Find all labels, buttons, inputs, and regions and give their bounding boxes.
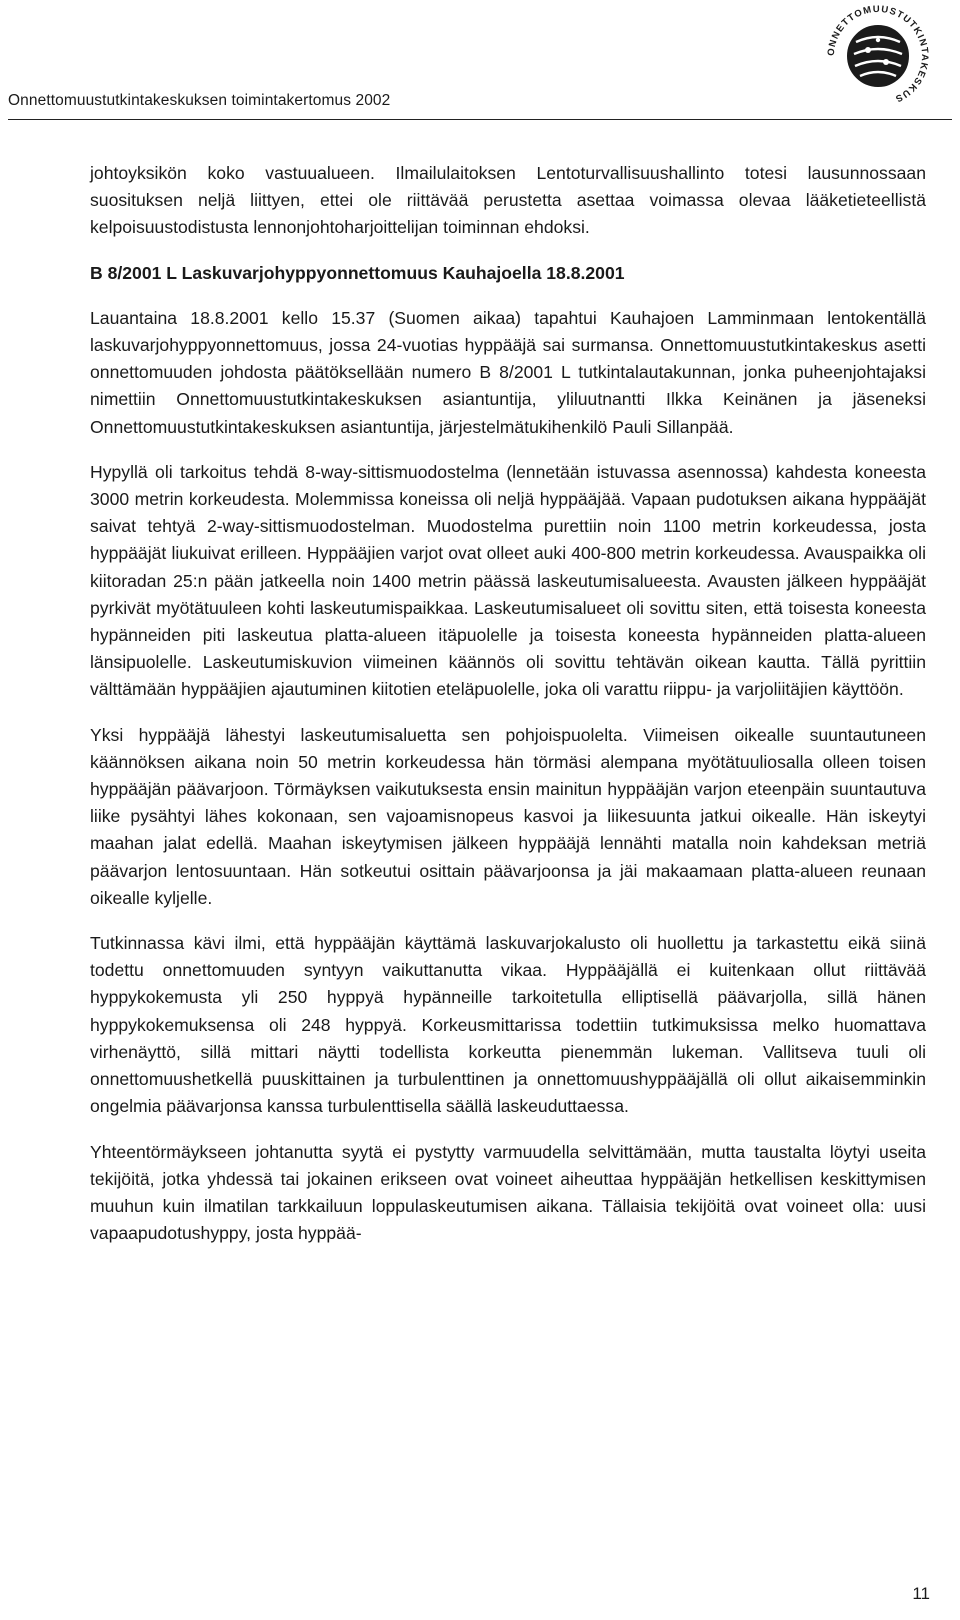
logo-ring-text: ONNETTOMUUSTUTKINTAKESKUS — [826, 4, 930, 105]
main-content — [90, 160, 926, 1247]
logo-emblem — [826, 4, 930, 108]
section-heading: B 8/2001 L Laskuvarjohyppyonnettomuus Kauhajoella 18.8.2001 — [90, 262, 625, 283]
body-paragraph: Tutkinnassa kävi ilmi, että hyppääjän käyttämä laskuvarjokalusto oli huollettu ja tarkastettu eikä siinä todettu onnettomuuden syntyyn vaikuttanutta vikaa. Hyppääjällä ei kuitenkaan ollut riittävää hyppykokemusta yli 250 hyppyä hypänneille tarkoitetulla elliptisellä päävarjolla, sillä hänen hyppykokemuksensa oli 248 hyppyä. Korkeusmittarissa todettiin tutkimuksissa melko huomattava virhenäyttö, sillä mittari näytti todellista korkeutta pienemmän lukeman. Vallitseva tuuli oli onnettomuushetkellä puuskittainen ja turbulenttinen ja onnettomuushyppääjällä oli ollut aikaisemminkin ongelmia päävarjonsa kanssa turbulenttisella säällä laskeuduttaessa. — [90, 933, 926, 1117]
page-number: 11 — [912, 1584, 930, 1603]
header-title: Onnettomuustutkintakeskuksen toimintakertomus 2002 — [8, 92, 391, 109]
header-divider — [8, 119, 952, 120]
body-paragraph: Yksi hyppääjä lähestyi laskeutumisaluetta sen pohjoispuolelta. Viimeisen oikealle suuntautuneen käännöksen aikana noin 50 metrin korkeudessa hän törmäsi alempana myötätuuliosalla olleen toisen hyppääjän päävarjoon. Törmäyksen vaikutuksesta ensin mainitun hyppääjän varjon eteenpäin suuntautuva liike pysähtyi lähes kokonaan, sen vajoamisnopeus kasvoi ja liikesuunta jatkui oikealle. Hän iskeytyi maahan jalat edellä. Maahan iskeytymisen jälkeen hyppääjä lennähti matalla noin kahdeksan metriä päävarjon lentosuuntaan. Hän sotkeutui osittain päävarjoonsa ja jäi makaamaan platta-alueen reunaan oikealle kyljelle. — [90, 724, 926, 908]
body-paragraph: johtoyksikön koko vastuualueen. Ilmailulaitoksen Lentoturvallisuushallinto totesi lausunnossaan suosituksen neljä liittyen, ettei ole riittävää perustetta asettaa voimassa olevaa lääketieteellistä kelpoisuustodistusta lennonjohtoharjoittelijan toiminnan ehdoksi. — [90, 163, 926, 238]
body-paragraph: Hypyllä oli tarkoitus tehdä 8-way-sittismuodostelma (lennetään istuvassa asennossa) kahdesta koneesta 3000 metrin korkeudesta. Molemmissa koneissa oli neljä hyppääjää. Vapaan pudotuksen aikana hyppääjät saivat tehtyä 2-way-sittismuodostelman. Muodostelma purettiin noin 1100 metrin korkeudessa, josta hyppääjät liukuivat erilleen. Hyppääjien varjot ovat olleet auki 400-800 metrin korkeudessa. Avauspaikka oli kiitoradan 25:n pään jatkeella noin 1400 metrin päässä laskeutumisalueesta. Avausten jälkeen hyppääjät pyrkivät myötätuuleen kohti laskeutumispaikkaa. Laskeutumisalueet oli sovittu siten, että toisesta koneesta hypänneiden piti laskeutua platta-alueen itäpuolelle ja toisesta koneesta hypänneiden platta-alueen länsipuolelle. Laskeutumiskuvion viimeinen käännös oli sovittu tehtävän oikean kautta. Tällä pyrittiin välttämään hyppääjien ajautuminen kiitotien eteläpuolelle, joka oli varattu riippu- ja varjoliitäjien käyttöön. — [90, 461, 926, 700]
body-paragraph: Lauantaina 18.8.2001 kello 15.37 (Suomen aikaa) tapahtui Kauhajoen Lamminmaan lentokentällä laskuvarjohyppyonnettomuus, jossa 24-vuotias hyppääjä sai surmansa. Onnettomuustutkintakeskus asetti onnettomuuden johdosta päätöksellään numero B 8/2001 L tutkintalautakunnan, jonka puheenjohtajaksi nimettiin Onnettomuustutkintakeskuksen asiantuntija, yliluutnantti Ilkka Keinänen ja jäseneksi Onnettomuustutkintakeskuksen asiantuntija, järjestelmätukihenkilö Pauli Sillanpää. — [90, 307, 926, 437]
body-paragraph: Yhteentörmäykseen johtanutta syytä ei pystytty varmuudella selvittämään, mutta taustalta löytyi useita tekijöitä, jotka yhdessä tai jokainen erikseen ovat voineet aiheuttaa hyppääjän hetkellisen keskittymisen muuhun kuin ilmatilan tarkkailuun loppulaskeutumisen aikana. Tällaisia tekijöitä ovat voineet olla: uusi vapaapudotushyppy, josta hyppää- — [90, 1141, 926, 1244]
